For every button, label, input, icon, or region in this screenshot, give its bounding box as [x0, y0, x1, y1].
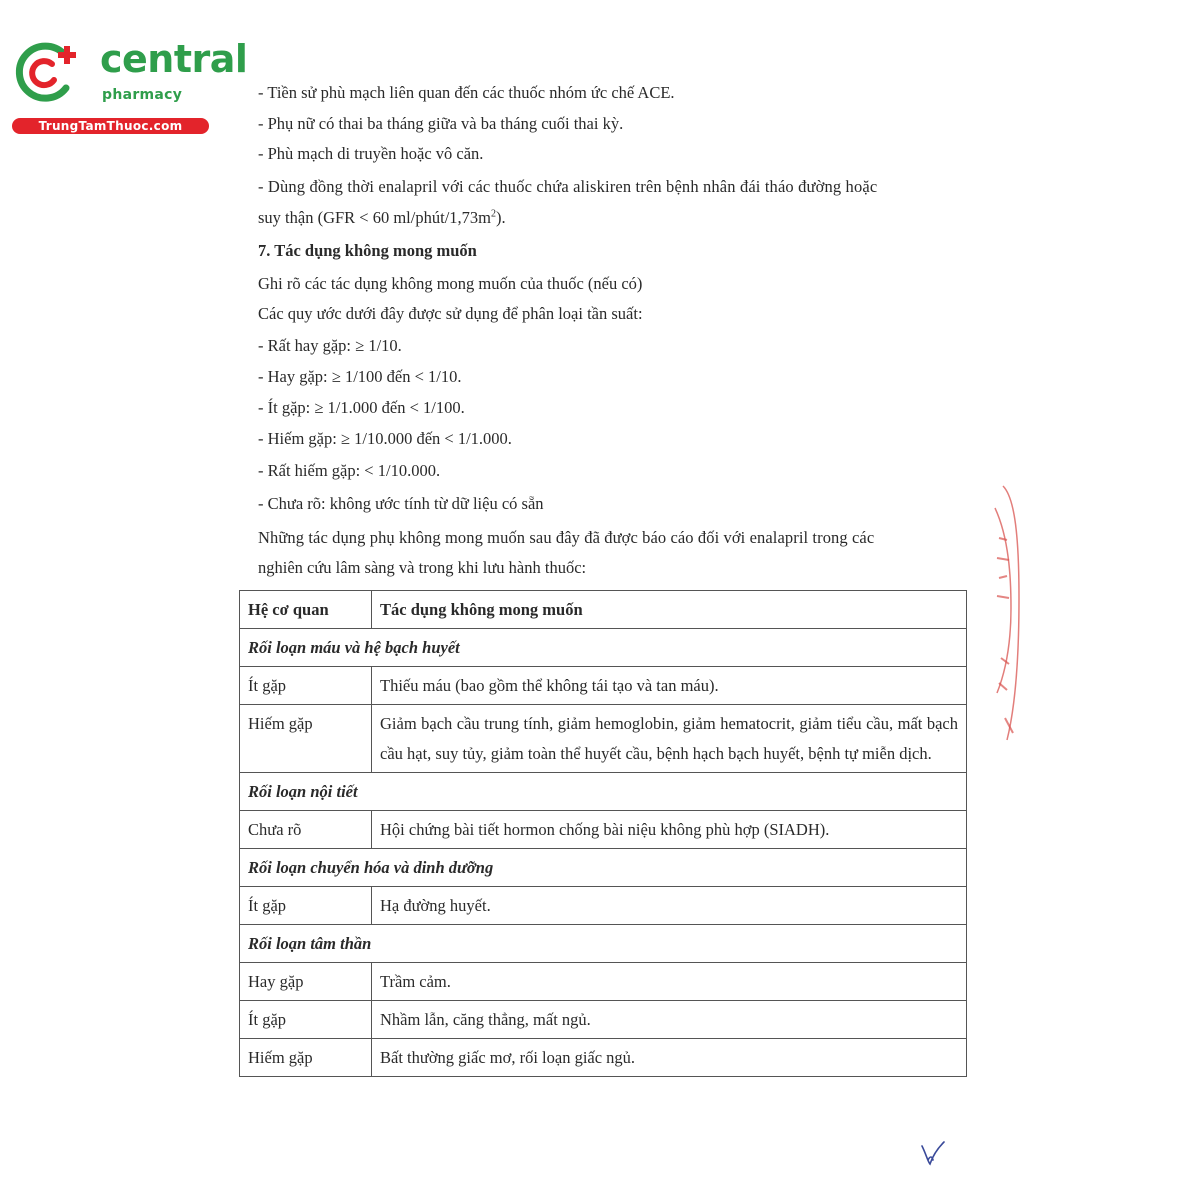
organ-system-cell: Rối loạn máu và hệ bạch huyết	[240, 629, 967, 667]
effect-cell: Thiếu máu (bao gồm thể không tái tạo và tan máu).	[372, 667, 967, 705]
frequency-cell: Hiếm gặp	[240, 705, 372, 773]
organ-system-cell: Rối loạn chuyển hóa và dinh dưỡng	[240, 849, 967, 887]
table-row	[240, 811, 967, 849]
paragraph-line: nghiên cứu lâm sàng và trong khi lưu hành thuốc:	[258, 558, 587, 577]
effect-cell: Bất thường giấc mơ, rối loạn giấc ngủ.	[372, 1039, 967, 1077]
table-row	[240, 963, 967, 1001]
brand-name: central	[100, 37, 248, 81]
contraindication-line: - Dùng đồng thời enalapril với các thuốc chứa aliskiren trên bệnh nhân đái tháo đường hoặc	[258, 177, 878, 196]
contraindication-line: - Tiền sử phù mạch liên quan đến các thuốc nhóm ức chế ACE.	[258, 83, 675, 102]
table-row	[240, 1001, 967, 1039]
frequency-cell: Hay gặp	[240, 963, 372, 1001]
frequency-cell: Ít gặp	[240, 1001, 372, 1039]
frequency-line: - Rất hay gặp: ≥ 1/10.	[258, 336, 402, 355]
gfr-text: suy thận (GFR < 60 ml/phút/1,73m	[258, 208, 491, 227]
effect-cell: Nhầm lẫn, căng thẳng, mất ngủ.	[372, 1001, 967, 1039]
effect-cell: Hạ đường huyết.	[372, 887, 967, 925]
frequency-line: - Chưa rõ: không ước tính từ dữ liệu có sẵn	[258, 494, 544, 513]
brand-website[interactable]: TrungTamThuoc.com	[12, 118, 209, 134]
paragraph-line: Những tác dụng phụ không mong muốn sau đây đã được báo cáo đối với enalapril trong các	[258, 528, 875, 547]
frequency-cell: Ít gặp	[240, 887, 372, 925]
table-group-row	[240, 849, 967, 887]
section-heading: 7. Tác dụng không mong muốn	[258, 241, 477, 260]
signature-icon	[918, 1140, 946, 1168]
frequency-cell: Chưa rõ	[240, 811, 372, 849]
table-row	[240, 1039, 967, 1077]
frequency-line: - Hiếm gặp: ≥ 1/10.000 đến < 1/1.000.	[258, 429, 512, 448]
frequency-line: - Hay gặp: ≥ 1/100 đến < 1/10.	[258, 367, 462, 386]
frequency-line: - Rất hiếm gặp: < 1/10.000.	[258, 461, 441, 480]
table-header-row	[240, 591, 967, 629]
brand-logo[interactable]	[12, 37, 248, 138]
frequency-cell: Ít gặp	[240, 667, 372, 705]
brand-sub: pharmacy	[102, 87, 183, 103]
table-header-cell: Hệ cơ quan	[240, 591, 372, 629]
gfr-end: ).	[495, 208, 506, 227]
table-row	[240, 667, 967, 705]
frequency-line: - Ít gặp: ≥ 1/1.000 đến < 1/100.	[258, 398, 465, 417]
organ-system-cell: Rối loạn tâm thần	[240, 925, 967, 963]
red-seal-stamp-icon	[985, 478, 1025, 748]
contraindication-line: - Phù mạch di truyền hoặc vô căn.	[258, 144, 484, 163]
frequency-cell: Hiếm gặp	[240, 1039, 372, 1077]
central-pharmacy-logo-icon	[12, 40, 82, 104]
table-group-row	[240, 773, 967, 811]
effect-cell: Trầm cảm.	[372, 963, 967, 1001]
gfr-exponent: 2	[490, 208, 496, 220]
paragraph-line: Các quy ước dưới đây được sử dụng để phân loại tần suất:	[258, 304, 643, 323]
table-row	[240, 705, 967, 773]
table-header-cell: Tác dụng không mong muốn	[372, 591, 967, 629]
adverse-effects-table	[239, 590, 967, 1077]
contraindication-line: - Phụ nữ có thai ba tháng giữa và ba tháng cuối thai kỳ.	[258, 114, 624, 133]
table-group-row	[240, 629, 967, 667]
table-row	[240, 887, 967, 925]
paragraph-line: Ghi rõ các tác dụng không mong muốn của thuốc (nếu có)	[258, 274, 643, 293]
organ-system-cell: Rối loạn nội tiết	[240, 773, 967, 811]
table-group-row	[240, 925, 967, 963]
contraindication-line-cont	[258, 207, 506, 229]
effect-cell: Hội chứng bài tiết hormon chống bài niệu không phù hợp (SIADH).	[372, 811, 967, 849]
effect-cell: Giảm bạch cầu trung tính, giảm hemoglobin, giảm hematocrit, giảm tiểu cầu, mất bạch cầu hạt, suy tủy, giảm toàn thể huyết cầu, bệnh hạch bạch huyết, bệnh tự miễn dịch.	[372, 705, 967, 773]
